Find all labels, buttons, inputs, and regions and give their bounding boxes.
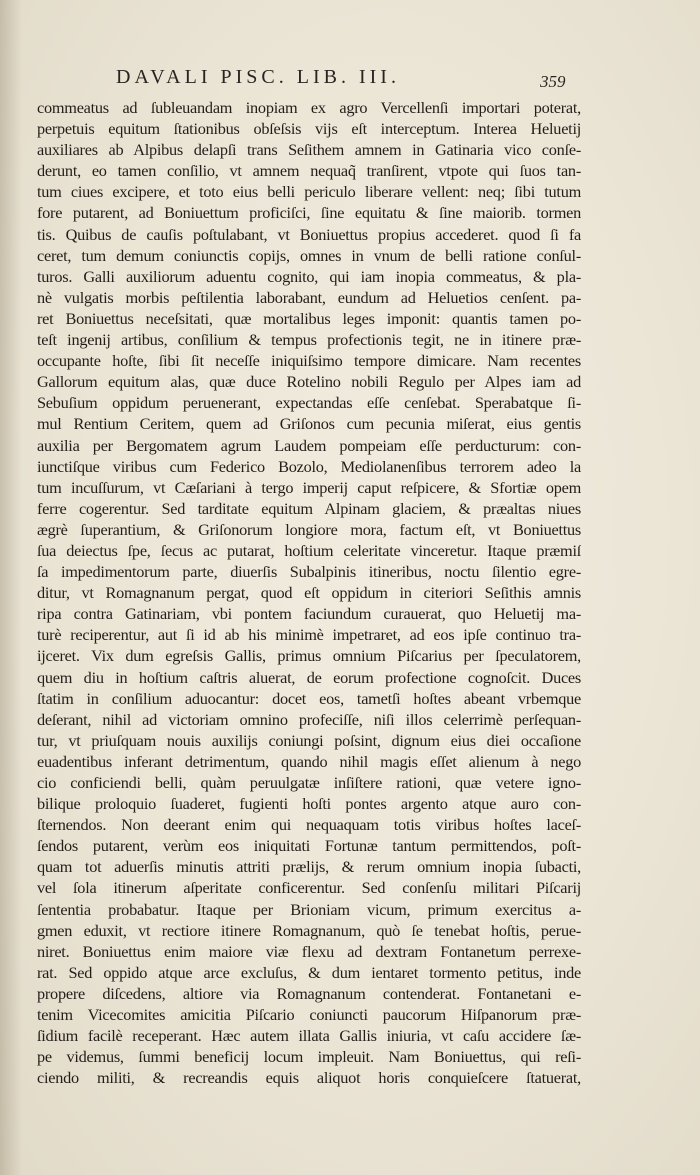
- text-line: tenim Vicecomites amicitia Piſcario coniuncti paucorum Hiſpanorum præ-: [37, 1005, 581, 1025]
- page-number: 359: [540, 72, 566, 91]
- text-line: iunctiſque viribus cum Federico Bozolo, Mediolanenſibus terrorem adeo la: [37, 456, 581, 476]
- text-line: teſt ingenij artibus, conſilium & tempus profectionis tegit, ne in itinere præ-: [37, 330, 581, 350]
- text-line: tum ciues excipere, et toto eius belli periculo liberare vellent: neq; ſibi tutum: [37, 182, 581, 202]
- text-line: quem diu in hoſtium caſtris aluerat, de eorum profectione cognoſcit. Duces: [37, 667, 581, 687]
- gutter-shadow: [0, 0, 22, 1175]
- text-line: fore putarent, ad Boniuettum proficiſci, ſine equitatu & ſine maiorib. tormen: [37, 203, 581, 223]
- text-line: Sebuſium oppidum peruenerant, expectandas eſſe cenſebat. Sperabatque ſi-: [37, 393, 581, 413]
- text-line: derunt, eo tamen conſilio, vt amnem nequaq̃ tranſirent, vtpote qui ſuos tan-: [37, 161, 581, 181]
- text-line: occupante hoſte, ſibi ſit neceſſe iniquiſsimo tempore dimicare. Nam recentes: [37, 351, 581, 371]
- text-line: pe videmus, ſummi beneficij locum impleuit. Nam Boniuettus, qui reſi-: [37, 1047, 581, 1067]
- text-line: deſerant, nihil ad victoriam omnino profeciſſe, niſi illos celerrimè perſequan-: [37, 709, 581, 729]
- text-line: auxilia per Bergomatem agrum Laudem pompeiam eſſe perducturum: con-: [37, 435, 581, 455]
- text-line: ſternendos. Non deerant enim qui nequaquam totis viribus hoſtes laceſ-: [37, 815, 581, 835]
- text-line: cio conficiendi belli, quàm peruulgatæ inſiſtere rationi, quæ vetere igno-: [37, 773, 581, 792]
- text-line: ret Boniuettus neceſsitati, quæ mortalibus leges imponit: quantis tamen po-: [37, 308, 581, 328]
- text-line: tum incuſſurum, vt Cæſariani à tergo imperij caput reſpicere, & Sfortiæ opem: [37, 477, 581, 497]
- text-line: nè vulgatis morbis peſtilentia laborabant, eundum ad Heluetios cenſent. pa-: [37, 287, 581, 307]
- text-line: vel ſola itinerum aſperitate conficerentur. Sed conſenſu militari Piſcarij: [37, 878, 581, 898]
- text-line: ſtatim in conſilium aduocantur: docet eos, tametſi hoſtes abeant vrbemque: [37, 688, 581, 708]
- text-line: bilique proloquio ſuaderet, fugienti hoſti pontes argento atque auro con-: [37, 794, 581, 814]
- text-line: turè reciperentur, aut ſi id ab his minimè impetraret, ad eos ipſe continuo tra-: [37, 625, 581, 645]
- text-line: ægrè ſuperantium, & Griſonorum longiore mora, factum eſt, vt Boniuettus: [37, 519, 581, 539]
- text-line: ceret, tum demum coniunctis copijs, omnes in vnum de belli ratione conſul-: [37, 245, 581, 265]
- text-line: Gallorum equitum alas, quæ duce Rotelino nobili Regulo per Alpes iam ad: [37, 372, 581, 392]
- text-line: ſa impedimentorum parte, diuerſis Subalpinis itineribus, noctu ſilentio egre-: [37, 562, 581, 582]
- text-line: perpetuis equitum ſtationibus obſeſsis vijs eſt interceptum. Interea Heluetij: [37, 119, 581, 139]
- text-line: commeatus ad ſubleuandam inopiam ex agro Vercellenſi importari poterat,: [37, 98, 581, 117]
- text-line: gmen eduxit, vt rectiore itinere Romagnanum, quò ſe tenebat hoſtis, perue-: [37, 920, 581, 940]
- text-line: ijceret. Vix dum egreſsis Gallis, primus omnium Piſcarius per ſpeculatorem,: [37, 646, 581, 666]
- text-line: euadentibus inferant detrimentum, quando nihil magis eſſet alienum à nego: [37, 751, 581, 771]
- text-line: auxiliares ab Alpibus delapſi trans Seſithem amnem in Gatinaria vico conſe-: [37, 140, 581, 160]
- text-line: tur, vt priuſquam nouis auxilijs coniungi poſsint, dignum eius diei occaſione: [37, 730, 581, 750]
- text-line: quam tot aduerſis minutis attriti prælijs, & rerum omnium inopia ſubacti,: [37, 857, 581, 877]
- text-line: ferre cogerentur. Sed tarditate equitum Alpinam glaciem, & præaltas niues: [37, 498, 581, 518]
- text-line: ſententia probabatur. Itaque per Brioniam vicum, primum exercitus a-: [37, 899, 581, 919]
- text-line: niret. Boniuettus enim maiore viæ flexu ad dextram Fontanetum perrexe-: [37, 941, 581, 961]
- text-line: turos. Galli auxiliorum aduentu cognito, qui iam inopia commeatus, & pla-: [37, 266, 581, 286]
- text-line: tis. Quibus de cauſis poſtulabant, vt Boniuettus propius accederet. quod ſi fa: [37, 224, 581, 244]
- running-head: DAVALI PISC. LIB. III.: [116, 66, 400, 88]
- text-line: ſendos putarent, verùm eos iniquitati Fortunæ tantum permittendos, poſt-: [37, 836, 581, 856]
- text-line: mul Rentium Ceritem, quem ad Griſonos cum pecunia miſerat, eius gentis: [37, 414, 581, 434]
- text-line: ſua deiectus ſpe, ſecus ac putarat, hoſtium celeritate vinceretur. Itaque præmiſ: [37, 540, 581, 560]
- text-line: ſidium facilè receperant. Hæc autem illata Gallis iniuria, vt caſu accidere ſæ-: [37, 1026, 581, 1046]
- text-line: ciendo militi, & recreandis equis aliquot horis conquieſcere ſtatuerat,: [37, 1068, 581, 1088]
- text-line: ditur, vt Romagnanum pergat, quod eſt oppidum in citeriori Seſithis amnis: [37, 583, 581, 603]
- text-line: rat. Sed oppido atque arce excluſus, & dum ientaret tormento petitus, inde: [37, 962, 581, 982]
- text-line: ripa contra Gatinariam, vbi pontem faciundum curauerat, quo Heluetij ma-: [37, 604, 581, 624]
- body-text: [37, 97, 581, 1088]
- text-line: propere diſcedens, altiore via Romagnanum contenderat. Fontanetani e-: [37, 983, 581, 1003]
